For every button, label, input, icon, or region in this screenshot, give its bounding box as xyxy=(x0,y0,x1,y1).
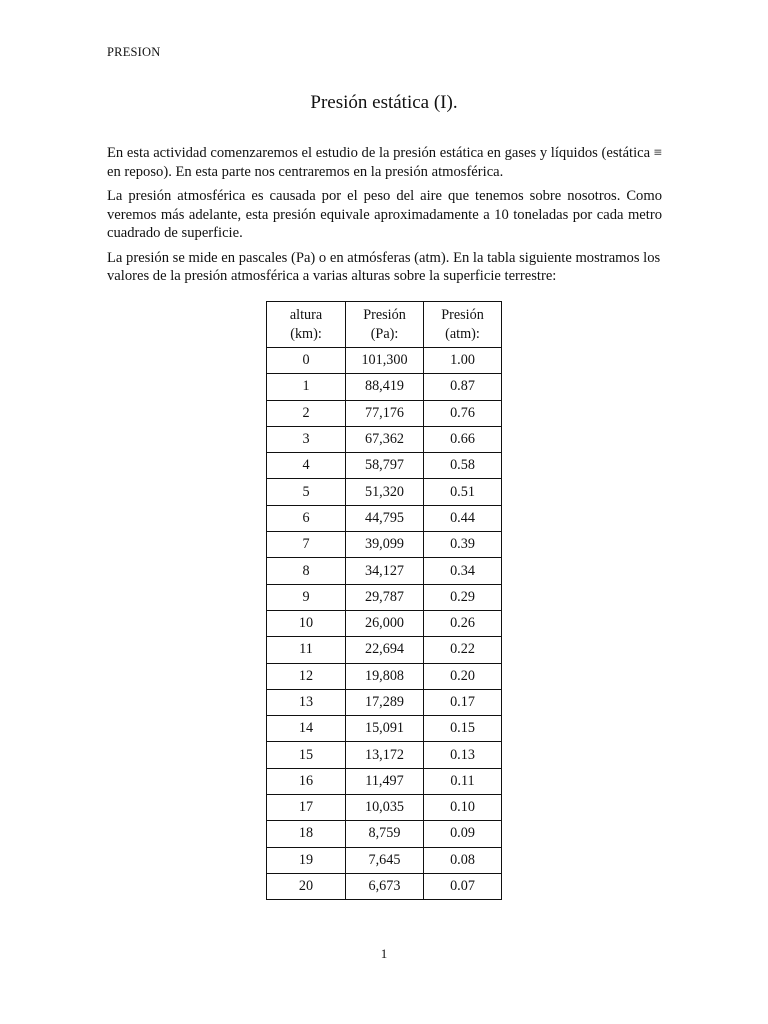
cell-altura: 11 xyxy=(267,637,346,663)
header-line: altura xyxy=(289,306,323,323)
table-row xyxy=(267,847,502,873)
cell-altura: 8 xyxy=(267,558,346,584)
cell-presion-atm: 0.39 xyxy=(424,532,502,558)
cell-presion-atm: 0.58 xyxy=(424,453,502,479)
cell-presion-atm: 0.09 xyxy=(424,821,502,847)
cell-presion-pa: 58,797 xyxy=(346,453,424,479)
table-row xyxy=(267,505,502,531)
cell-altura: 17 xyxy=(267,795,346,821)
cell-altura: 12 xyxy=(267,663,346,689)
cell-presion-atm: 0.26 xyxy=(424,610,502,636)
cell-presion-atm: 0.29 xyxy=(424,584,502,610)
cell-presion-atm: 0.20 xyxy=(424,663,502,689)
cell-presion-pa: 13,172 xyxy=(346,742,424,768)
page-number: 1 xyxy=(380,946,388,961)
cell-presion-atm: 0.66 xyxy=(424,426,502,452)
table-row xyxy=(267,795,502,821)
cell-presion-pa: 15,091 xyxy=(346,716,424,742)
cell-presion-pa: 6,673 xyxy=(346,873,424,899)
cell-presion-pa: 77,176 xyxy=(346,400,424,426)
header-presion-pa xyxy=(346,302,424,348)
cell-presion-atm: 0.87 xyxy=(424,374,502,400)
paragraph-atmospheric: La presión atmosférica es causada por el peso del aire que tenemos sobre nosotros. Como veremos más adelante, esta presión equivale aproximadamente a 10 toneladas por cada metro cuadrado de superficie. xyxy=(107,188,662,241)
cell-altura: 6 xyxy=(267,505,346,531)
table-header-row xyxy=(267,302,502,348)
table-row xyxy=(267,873,502,899)
cell-presion-pa: 67,362 xyxy=(346,426,424,452)
cell-presion-atm: 0.07 xyxy=(424,873,502,899)
cell-presion-pa: 7,645 xyxy=(346,847,424,873)
table-row xyxy=(267,479,502,505)
header-line: Presión xyxy=(363,306,406,323)
header-line: Presión xyxy=(441,306,484,323)
cell-presion-atm: 0.17 xyxy=(424,689,502,715)
cell-altura: 16 xyxy=(267,768,346,794)
cell-altura: 0 xyxy=(267,348,346,374)
cell-presion-pa: 51,320 xyxy=(346,479,424,505)
cell-altura: 4 xyxy=(267,453,346,479)
table-row xyxy=(267,453,502,479)
cell-presion-atm: 0.22 xyxy=(424,637,502,663)
cell-presion-pa: 39,099 xyxy=(346,532,424,558)
body-text xyxy=(107,144,662,292)
cell-presion-atm: 0.44 xyxy=(424,505,502,531)
table-row xyxy=(267,610,502,636)
cell-presion-pa: 101,300 xyxy=(346,348,424,374)
cell-presion-atm: 0.51 xyxy=(424,479,502,505)
cell-presion-atm: 0.08 xyxy=(424,847,502,873)
table-row xyxy=(267,768,502,794)
cell-altura: 3 xyxy=(267,426,346,452)
cell-presion-pa: 22,694 xyxy=(346,637,424,663)
paragraph-intro: En esta actividad comenzaremos el estudio de la presión estática en gases y líquidos (estática ≡ en reposo). En esta parte nos centraremos en la presión atmosférica. xyxy=(107,145,662,180)
cell-presion-atm: 0.11 xyxy=(424,768,502,794)
cell-presion-atm: 0.10 xyxy=(424,795,502,821)
table-row xyxy=(267,742,502,768)
table-body xyxy=(267,348,502,900)
header-line: (Pa): xyxy=(370,325,399,342)
cell-altura: 1 xyxy=(267,374,346,400)
cell-altura: 10 xyxy=(267,610,346,636)
cell-presion-pa: 19,808 xyxy=(346,663,424,689)
running-header: PRESION xyxy=(107,45,161,59)
table-row xyxy=(267,558,502,584)
cell-presion-pa: 10,035 xyxy=(346,795,424,821)
cell-presion-atm: 0.34 xyxy=(424,558,502,584)
cell-altura: 15 xyxy=(267,742,346,768)
pressure-table xyxy=(266,301,502,900)
cell-altura: 2 xyxy=(267,400,346,426)
cell-altura: 7 xyxy=(267,532,346,558)
cell-presion-atm: 1.00 xyxy=(424,348,502,374)
cell-altura: 13 xyxy=(267,689,346,715)
cell-presion-atm: 0.13 xyxy=(424,742,502,768)
cell-altura: 9 xyxy=(267,584,346,610)
table-row xyxy=(267,689,502,715)
table-row xyxy=(267,532,502,558)
cell-presion-atm: 0.15 xyxy=(424,716,502,742)
cell-altura: 19 xyxy=(267,847,346,873)
cell-presion-pa: 17,289 xyxy=(346,689,424,715)
table-row xyxy=(267,374,502,400)
header-line: (atm): xyxy=(445,325,480,342)
header-altura xyxy=(267,302,346,348)
cell-presion-pa: 26,000 xyxy=(346,610,424,636)
header-presion-atm xyxy=(424,302,502,348)
table-row xyxy=(267,348,502,374)
table-row xyxy=(267,426,502,452)
cell-presion-pa: 34,127 xyxy=(346,558,424,584)
table-row xyxy=(267,821,502,847)
cell-altura: 14 xyxy=(267,716,346,742)
page-title: Presión estática (I). xyxy=(310,92,458,113)
table-row xyxy=(267,584,502,610)
cell-presion-pa: 44,795 xyxy=(346,505,424,531)
table-row xyxy=(267,663,502,689)
cell-altura: 5 xyxy=(267,479,346,505)
table-row xyxy=(267,637,502,663)
cell-altura: 18 xyxy=(267,821,346,847)
table-row xyxy=(267,716,502,742)
cell-presion-atm: 0.76 xyxy=(424,400,502,426)
cell-presion-pa: 29,787 xyxy=(346,584,424,610)
cell-presion-pa: 88,419 xyxy=(346,374,424,400)
header-line: (km): xyxy=(290,325,322,342)
cell-presion-pa: 8,759 xyxy=(346,821,424,847)
table-row xyxy=(267,400,502,426)
cell-altura: 20 xyxy=(267,873,346,899)
paragraph-units: La presión se mide en pascales (Pa) o en atmósferas (atm). En la tabla siguiente mostramos los valores de la presión atmosférica a varias alturas sobre la superficie terrestre: xyxy=(107,249,661,284)
cell-presion-pa: 11,497 xyxy=(346,768,424,794)
